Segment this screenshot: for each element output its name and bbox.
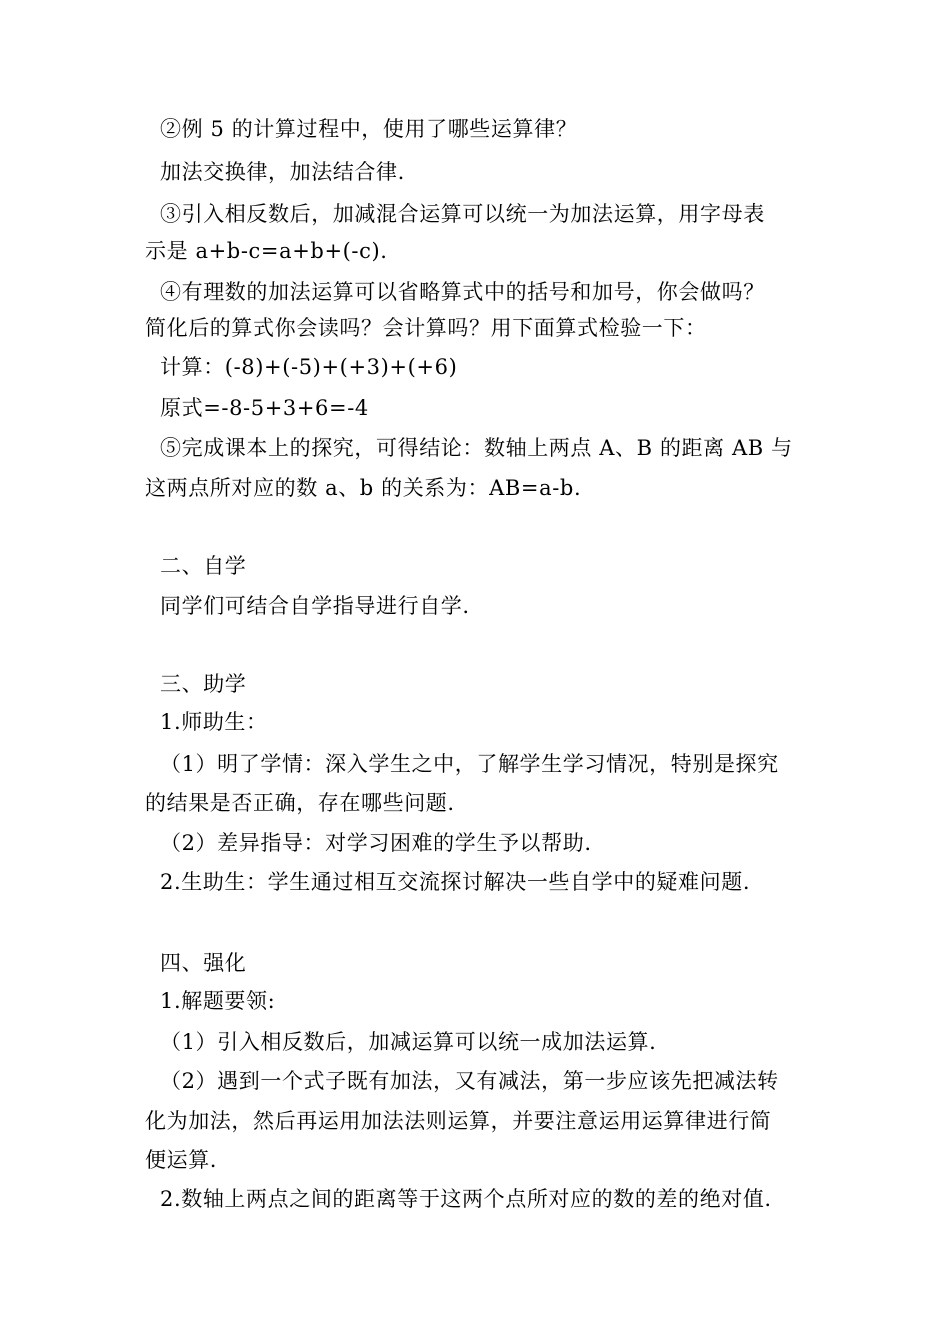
text-line-laws-answer: 加法交换律，加法结合律. [160, 160, 405, 184]
text-line-point5-b: 这两点所对应的数 a、b 的关系为：AB=a-b. [145, 476, 582, 500]
text-line-distance-rule: 2.数轴上两点之间的距离等于这两个点所对应的数的差的绝对值. [160, 1187, 772, 1211]
text-line-point4-a: ④有理数的加法运算可以省略算式中的括号和加号，你会做吗？ [160, 280, 765, 304]
section-heading-self-study: 二、自学 [160, 554, 247, 578]
text-line-assist1-a: （1）明了学情：深入学生之中，了解学生学习情况，特别是探究 [160, 752, 779, 776]
text-line-key2-c: 便运算. [145, 1148, 218, 1172]
section-heading-assist: 三、助学 [160, 672, 247, 696]
text-line-teacher-helps: 1.师助生： [160, 710, 268, 734]
text-line-student-helps: 2.生助生：学生通过相互交流探讨解决一些自学中的疑难问题. [160, 870, 751, 894]
text-line-assist2: （2）差异指导：对学习困难的学生予以帮助. [160, 831, 592, 855]
text-line-point3-b: 示是 a+b-c=a+b+(-c). [145, 239, 388, 263]
text-line-point3-a: ③引入相反数后，加减混合运算可以统一为加法运算，用字母表 [160, 202, 765, 226]
text-line-point4-b: 简化后的算式你会读吗？会计算吗？用下面算式检验一下： [145, 316, 707, 340]
text-line-key1: （1）引入相反数后，加减运算可以统一成加法运算. [160, 1030, 657, 1054]
text-line-assist1-b: 的结果是否正确，存在哪些问题. [145, 791, 455, 815]
text-line-key2-a: （2）遇到一个式子既有加法，又有减法，第一步应该先把减法转 [160, 1069, 779, 1093]
text-line-self-study: 同学们可结合自学指导进行自学. [160, 594, 470, 618]
text-line-point5-a: ⑤完成课本上的探究，可得结论：数轴上两点 A、B 的距离 AB 与 [160, 436, 793, 460]
section-heading-reinforce: 四、强化 [160, 951, 247, 975]
text-line-calc-solution: 原式=-8-5+3+6=-4 [160, 396, 369, 420]
text-line-example5-question: ②例 5 的计算过程中，使用了哪些运算律？ [160, 117, 578, 141]
text-line-key2-b: 化为加法，然后再运用加法法则运算，并要注意运用运算律进行简 [145, 1109, 772, 1133]
text-line-key-points: 1.解题要领: [160, 989, 276, 1013]
text-line-calc-problem: 计算：(-8)+(-5)+(+3)+(+6) [160, 355, 458, 379]
